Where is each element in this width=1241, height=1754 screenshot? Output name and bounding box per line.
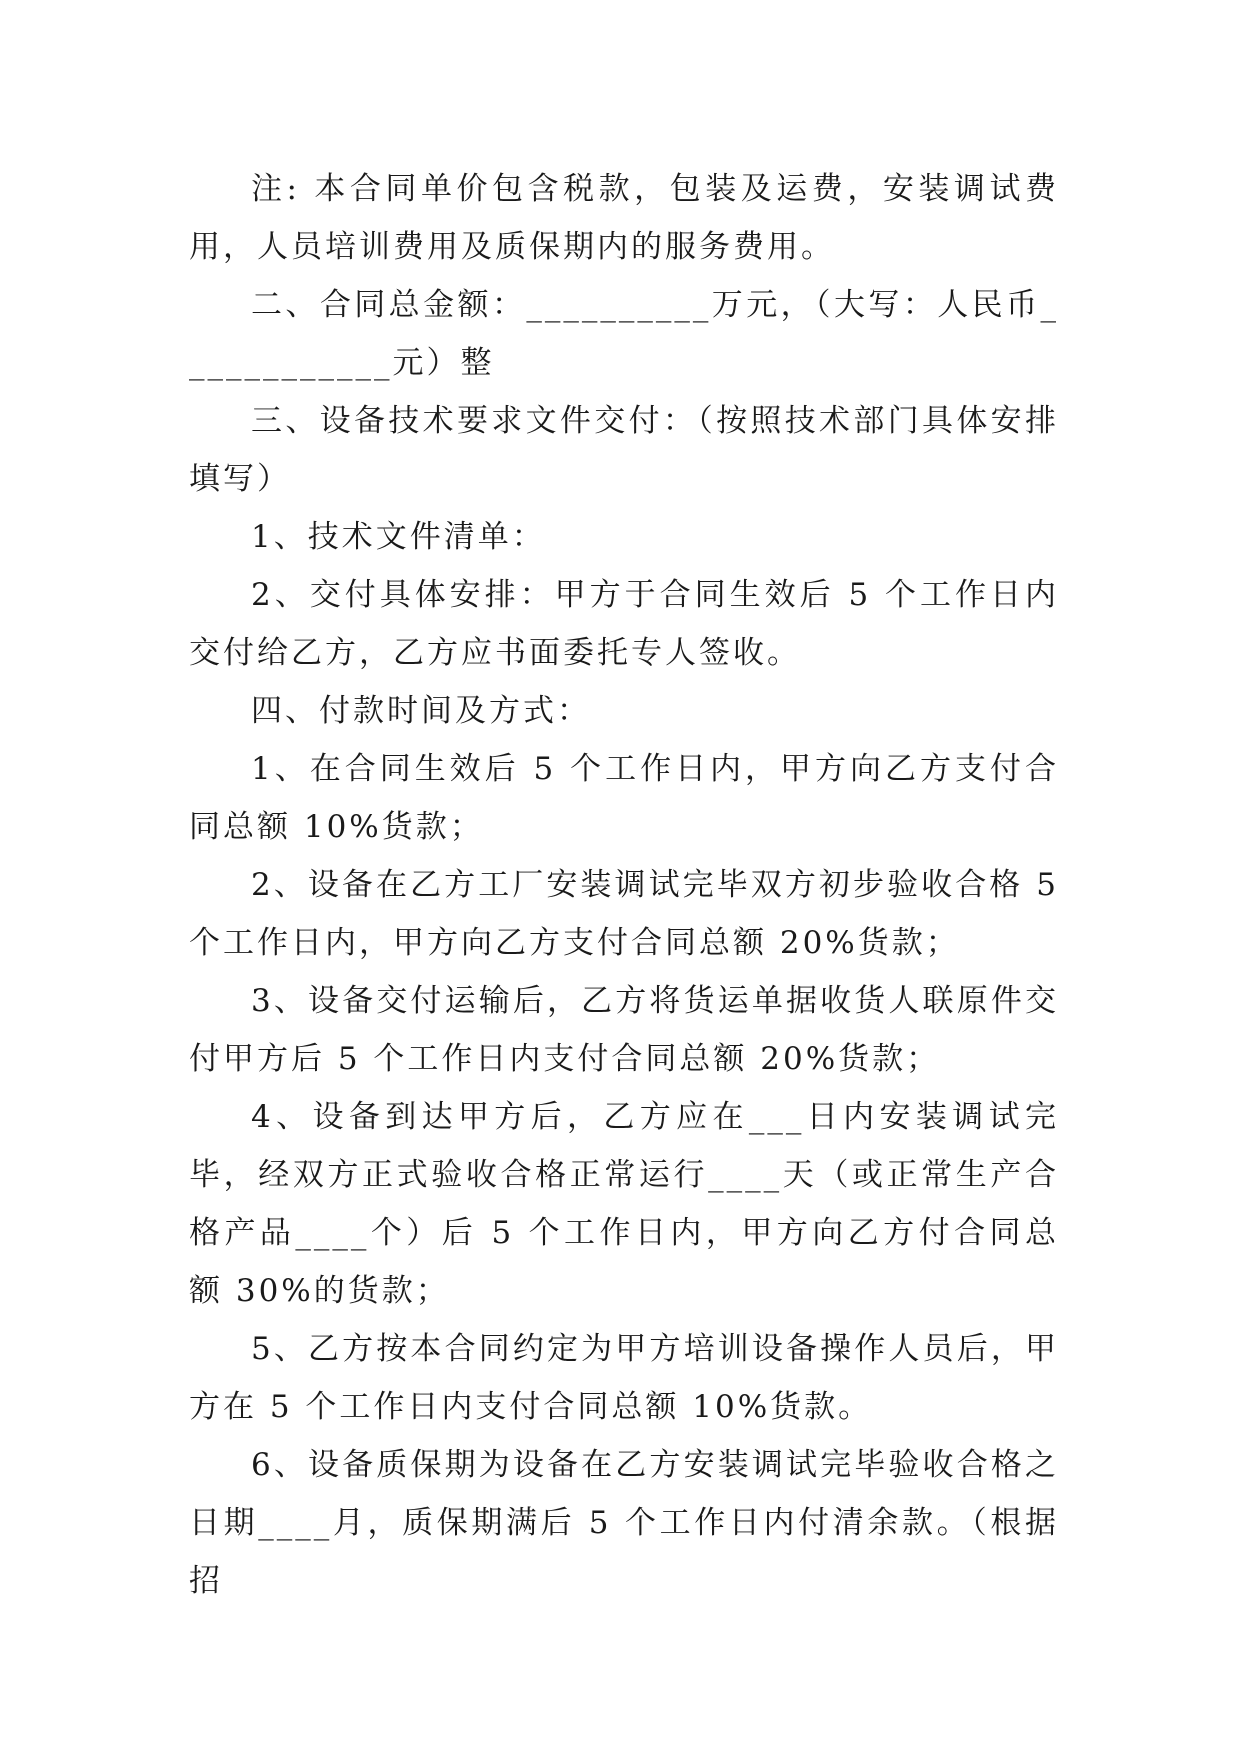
document-body [189,160,1059,1610]
section-4-item-2: 2、设备在乙方工厂安装调试完毕双方初步验收合格 5 个工作日内，甲方向乙方支付合同总额 20%货款； [189,867,1059,961]
section-4-item-4: 4、设备到达甲方后，乙方应在___日内安装调试完毕，经双方正式验收合格正常运行____天（或正常生产合格产品____个）后 5 个工作日内，甲方向乙方付合同总额 30%的货款； [189,1099,1059,1309]
section-4-item-1: 1、在合同生效后 5 个工作日内，甲方向乙方支付合同总额 10%货款； [189,751,1059,845]
section-3-item-1: 1、技术文件清单： [251,519,546,555]
section-2-total-amount: 二、合同总金额：__________万元，（大写：人民币____________元）整 [189,287,1059,381]
section-3-tech-docs: 三、设备技术要求文件交付：（按照技术部门具体安排填写） [189,403,1059,497]
section-4-item-3: 3、设备交付运输后，乙方将货运单据收货人联原件交付甲方后 5 个工作日内支付合同总额 20%货款； [189,983,1059,1077]
note-paragraph: 注: 本合同单价包含税款，包装及运费，安装调试费用，人员培训费用及质保期内的服务费用。 [189,171,1059,265]
section-3-item-2: 2、交付具体安排：甲方于合同生效后 5 个工作日内交付给乙方，乙方应书面委托专人签收。 [189,577,1059,671]
section-4-item-5: 5、乙方按本合同约定为甲方培训设备操作人员后，甲方在 5 个工作日内支付合同总额 10%货款。 [189,1331,1059,1425]
section-4-payment: 四、付款时间及方式： [251,693,591,729]
section-4-item-6: 6、设备质保期为设备在乙方安装调试完毕验收合格之日期____月，质保期满后 5 个工作日内付清余款。（根据招 [189,1447,1059,1599]
